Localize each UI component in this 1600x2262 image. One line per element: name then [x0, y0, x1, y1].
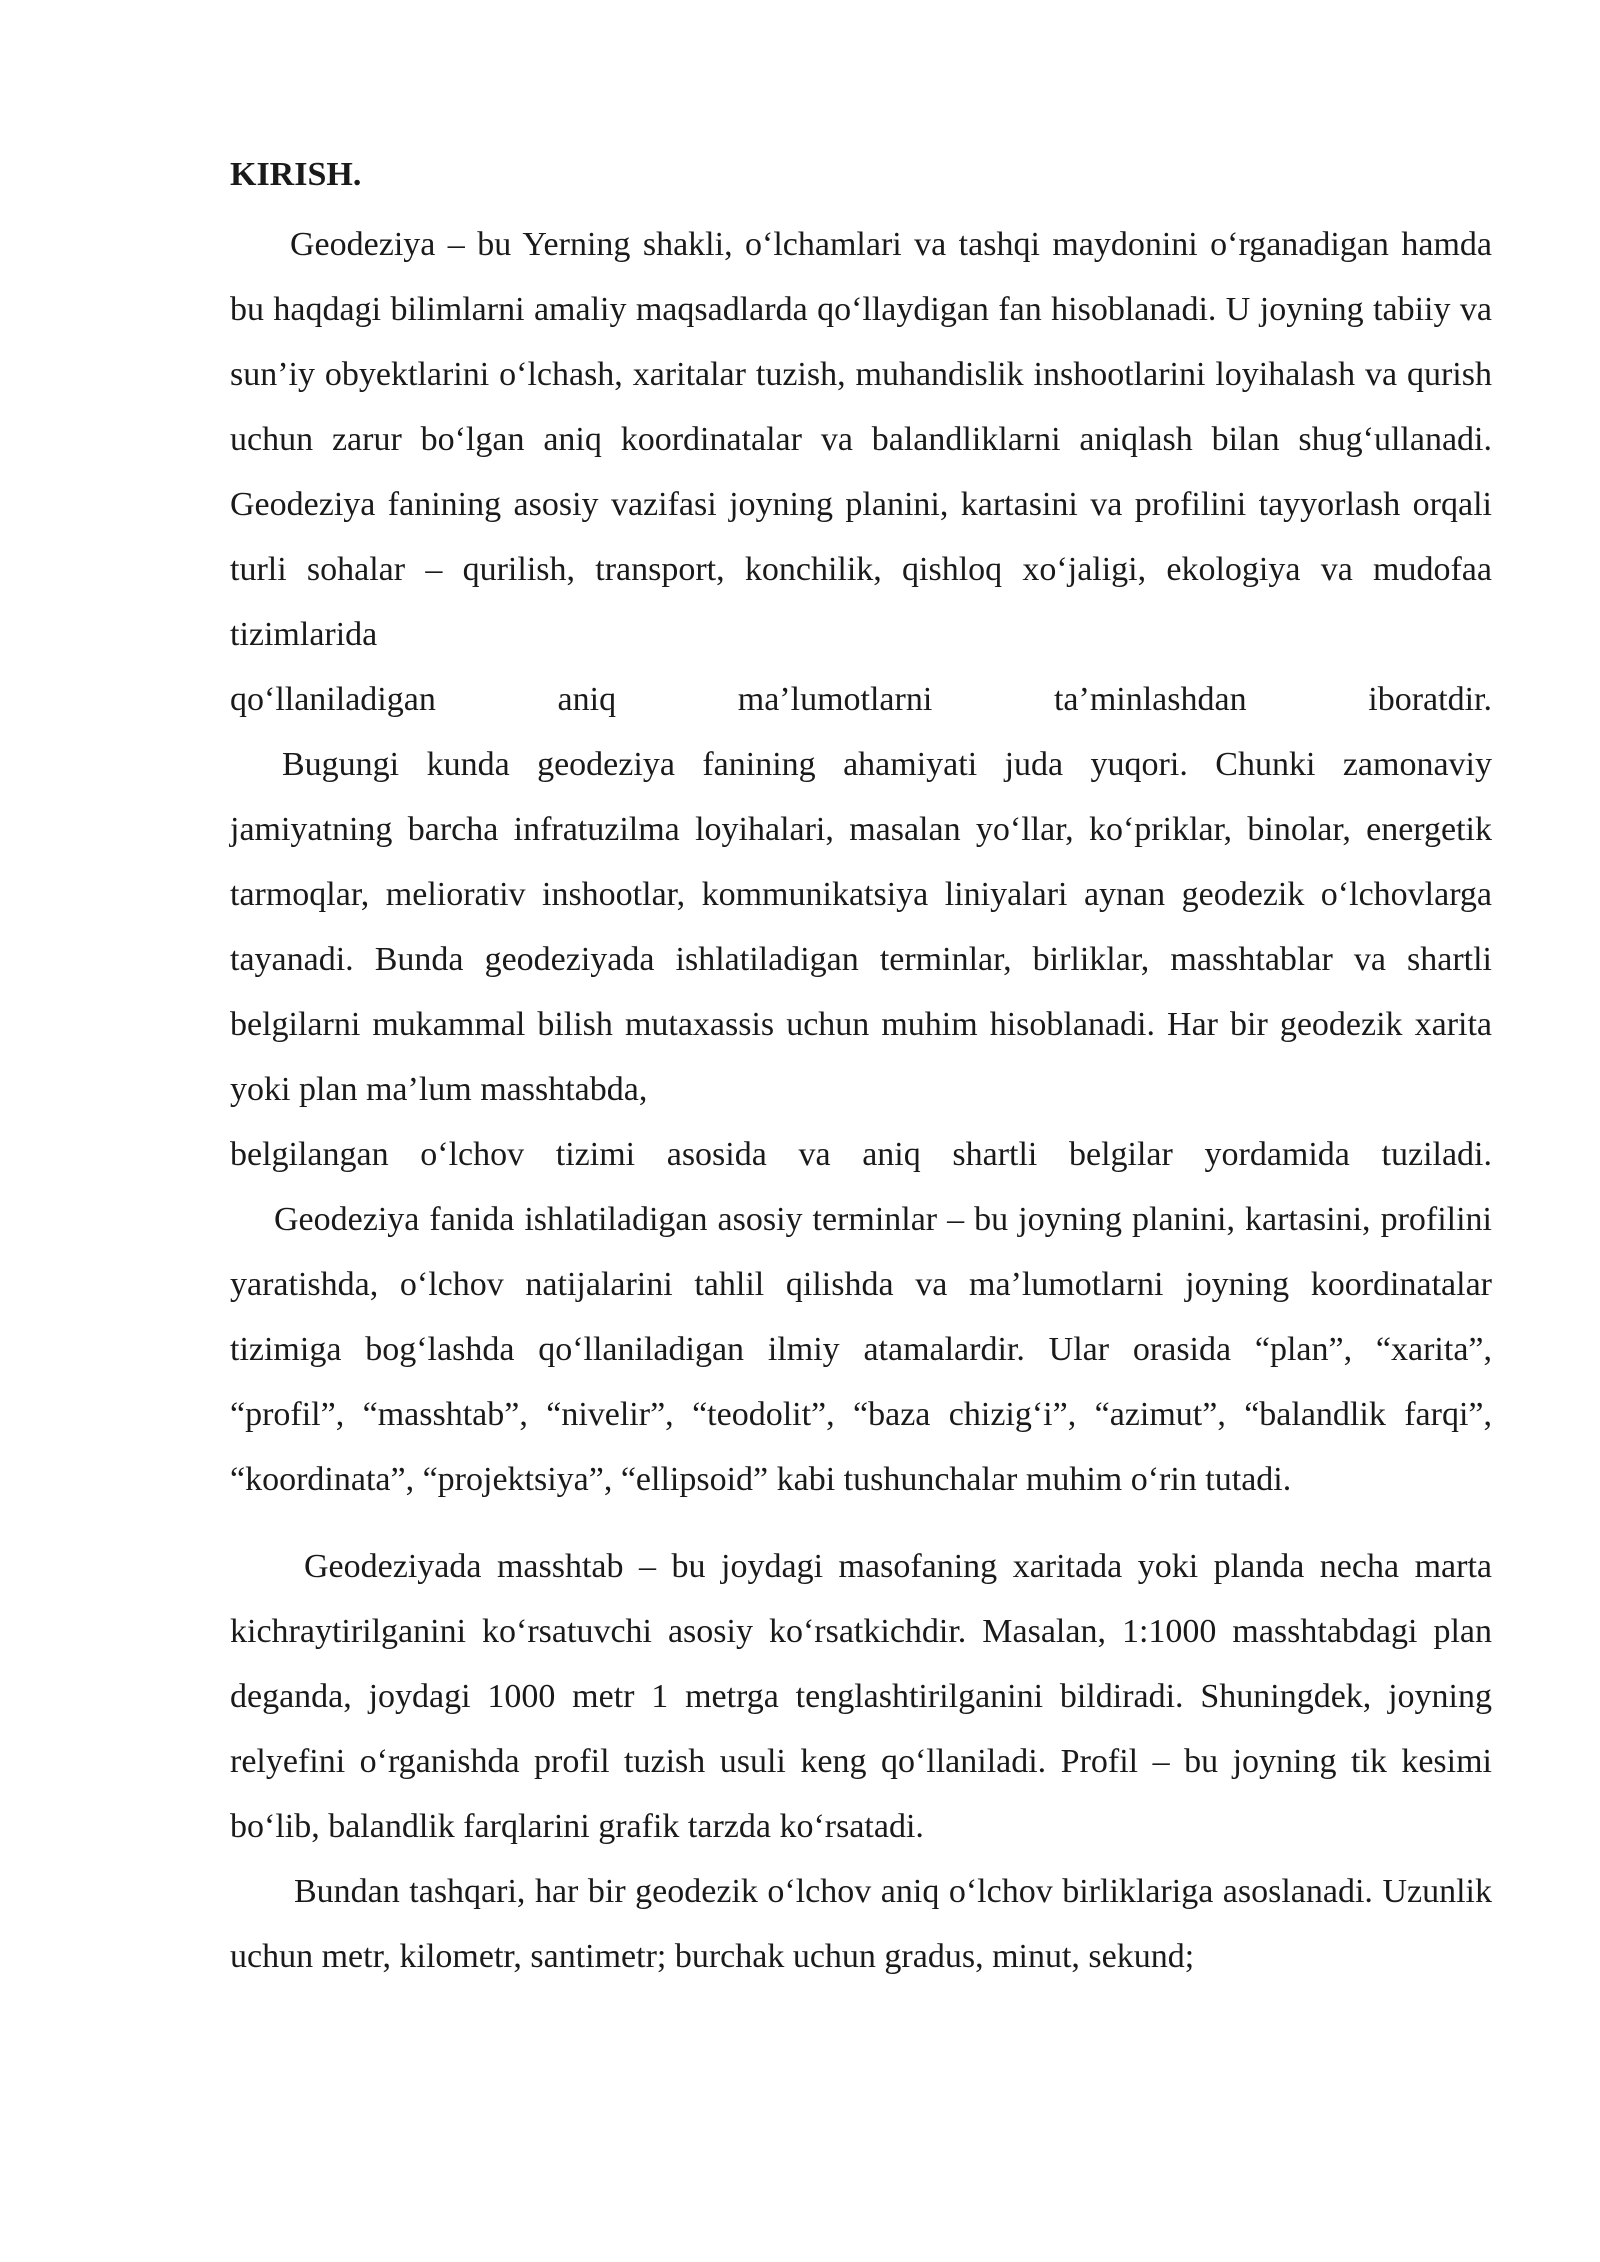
paragraph-2 [230, 732, 1492, 1187]
paragraph-2-body: Bugungi kunda geodeziya fanining ahamiyati juda yuqori. Chunki zamonaviy jamiyatning barcha infratuzilma loyihalari, masalan yo‘llar, ko‘priklar, binolar, energetik tarmoqlar, meliorativ inshootlar, kommunikatsiya liniyalari aynan geodezik o‘lchovlarga tayanadi. Bunda geodeziyada ishlatiladigan terminlar, birliklar, masshtablar va shartli belgilarni mukammal bilish mutaxassis uchun muhim hisoblanadi. Har bir geodezik xarita yoki plan ma’lum masshtabda, [230, 746, 1492, 1108]
paragraph-3: Geodeziya fanida ishlatiladigan asosiy terminlar – bu joyning planini, kartasini, profilini yaratishda, o‘lchov natijalarini tahlil qilishda va ma’lumotlarni joyning koordinatalar tizimiga bog‘lashda qo‘llaniladigan ilmiy atamalardir. Ular orasida “plan”, “xarita”, “profil”, “masshtab”, “nivelir”, “teodolit”, “baza chizig‘i”, “azimut”, “balandlik farqi”, “koordinata”, “projektsiya”, “ellipsoid” kabi tushunchalar muhim o‘rin tutadi. [230, 1201, 1492, 1498]
paragraph-1 [230, 212, 1492, 732]
paragraph-1-last-line: qo‘llaniladigan aniq ma’lumotlarni ta’minlashdan iboratdir. [230, 681, 1492, 718]
paragraph-5: Bundan tashqari, har bir geodezik o‘lchov aniq o‘lchov birliklariga asoslanadi. Uzunlik uchun metr, kilometr, santimetr; burchak uchun gradus, minut, sekund; [230, 1873, 1492, 1975]
paragraph-2-last-line: belgilangan o‘lchov tizimi asosida va aniq shartli belgilar yordamida tuziladi. [230, 1136, 1492, 1173]
paragraph-1-body: Geodeziya – bu Yerning shakli, o‘lchamlari va tashqi maydonini o‘rganadigan hamda bu haqdagi bilimlarni amaliy maqsadlarda qo‘llaydigan fan hisoblanadi. U joyning tabiiy va sun’iy obyektlarini o‘lchash, xaritalar tuzish, muhandislik inshootlarini loyihalash va qurish uchun zarur bo‘lgan aniq koordinatalar va balandliklarni aniqlash bilan shug‘ullanadi. Geodeziya fanining asosiy vazifasi joyning planini, kartasini va profilini tayyorlash orqali turli sohalar – qurilish, transport, konchilik, qishloq xo‘jaligi, ekologiya va mudofaa tizimlarida [230, 226, 1492, 653]
section-heading: KIRISH. [230, 156, 362, 193]
paragraph-4: Geodeziyada masshtab – bu joydagi masofaning xaritada yoki planda necha marta kichraytirilganini ko‘rsatuvchi asosiy ko‘rsatkichdir. Masalan, 1:1000 masshtabdagi plan deganda, joydagi 1000 metr 1 metrga tenglashtirilganini bildiradi. Shuningdek, joyning relyefini o‘rganishda profil tuzish usuli keng qo‘llaniladi. Profil – bu joyning tik kesimi bo‘lib, balandlik farqlarini grafik tarzda ko‘rsatadi. [230, 1548, 1492, 1845]
document-page [230, 150, 1492, 1989]
